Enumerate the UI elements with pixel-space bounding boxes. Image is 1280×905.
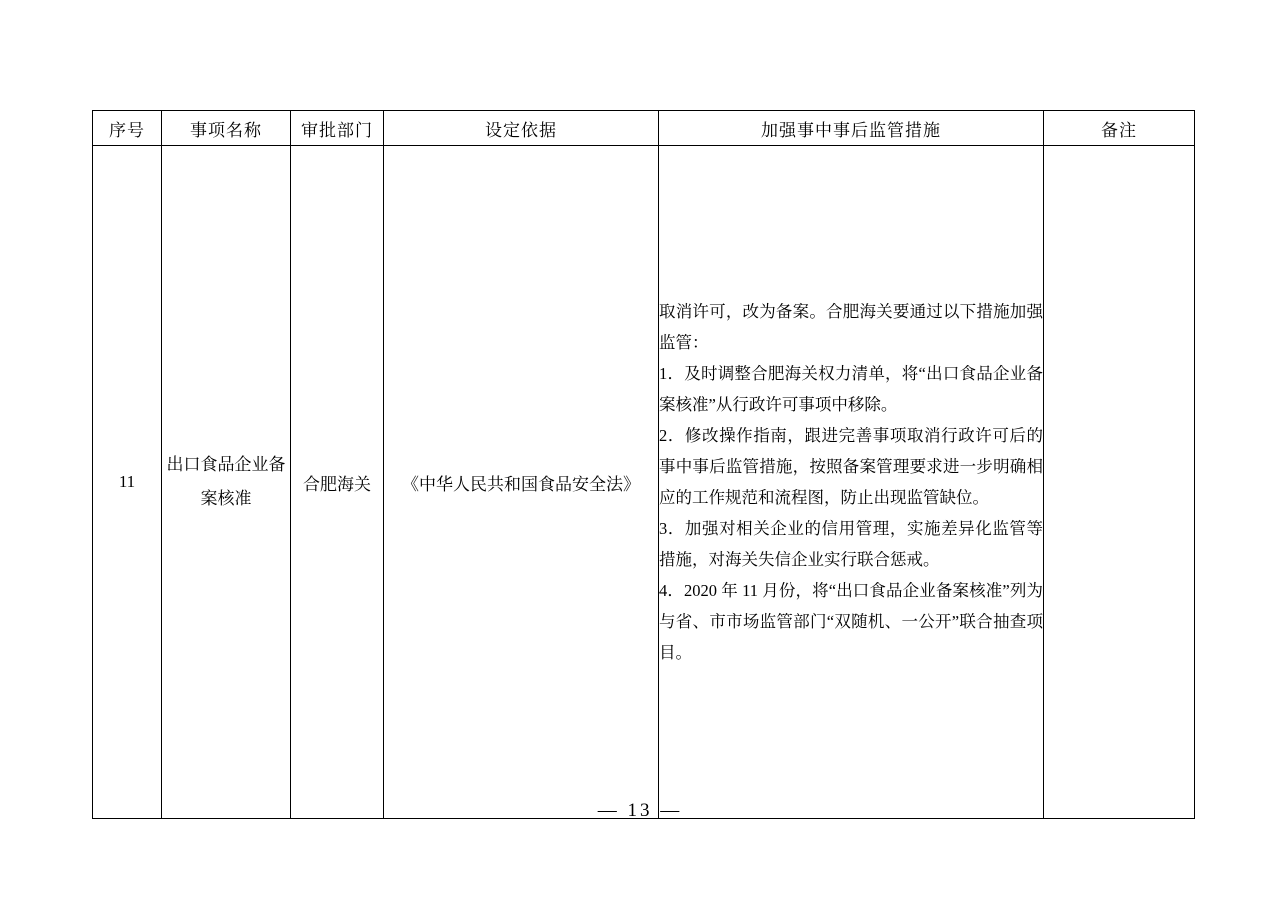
table-row: [93, 146, 1195, 819]
regulatory-items-table: [92, 110, 1195, 819]
column-header-dept: 审批部门: [291, 111, 384, 146]
table-header-row: [93, 111, 1195, 146]
measure-paragraph-3: 3．加强对相关企业的信用管理，实施差异化监管等措施，对海关失信企业实行联合惩戒。: [659, 519, 1043, 569]
measure-paragraph-2: 2．修改操作指南，跟进完善事项取消行政许可后的事中事后监管措施，按照备案管理要求进一步明确相应的工作规范和流程图，防止出现监管缺位。: [659, 426, 1043, 507]
page-number: — 13 —: [597, 800, 683, 821]
measure-paragraph-4: 4．2020 年 11 月份，将“出口食品企业备案核准”列为与省、市市场监管部门“双随机、一公开”联合抽查项目。: [659, 581, 1043, 662]
column-header-name: 事项名称: [162, 111, 291, 146]
cell-name: 出口食品企业备案核准: [162, 146, 291, 819]
column-header-note: 备注: [1044, 111, 1195, 146]
cell-dept: 合肥海关: [291, 146, 384, 819]
cell-basis: 《中华人民共和国食品安全法》: [384, 146, 659, 819]
measures-paragraphs: [659, 296, 1043, 668]
cell-note: [1044, 146, 1195, 819]
cell-seq: 11: [93, 146, 162, 819]
column-header-seq: 序号: [93, 111, 162, 146]
measure-paragraph-0: 取消许可，改为备案。合肥海关要通过以下措施加强监管：: [659, 302, 1043, 352]
measure-paragraph-1: 1．及时调整合肥海关权力清单，将“出口食品企业备案核准”从行政许可事项中移除。: [659, 364, 1043, 414]
table-body: [93, 146, 1195, 819]
column-header-measures: 加强事中事后监管措施: [659, 111, 1044, 146]
table-header: [93, 111, 1195, 146]
column-header-basis: 设定依据: [384, 111, 659, 146]
cell-measures: [659, 146, 1044, 819]
